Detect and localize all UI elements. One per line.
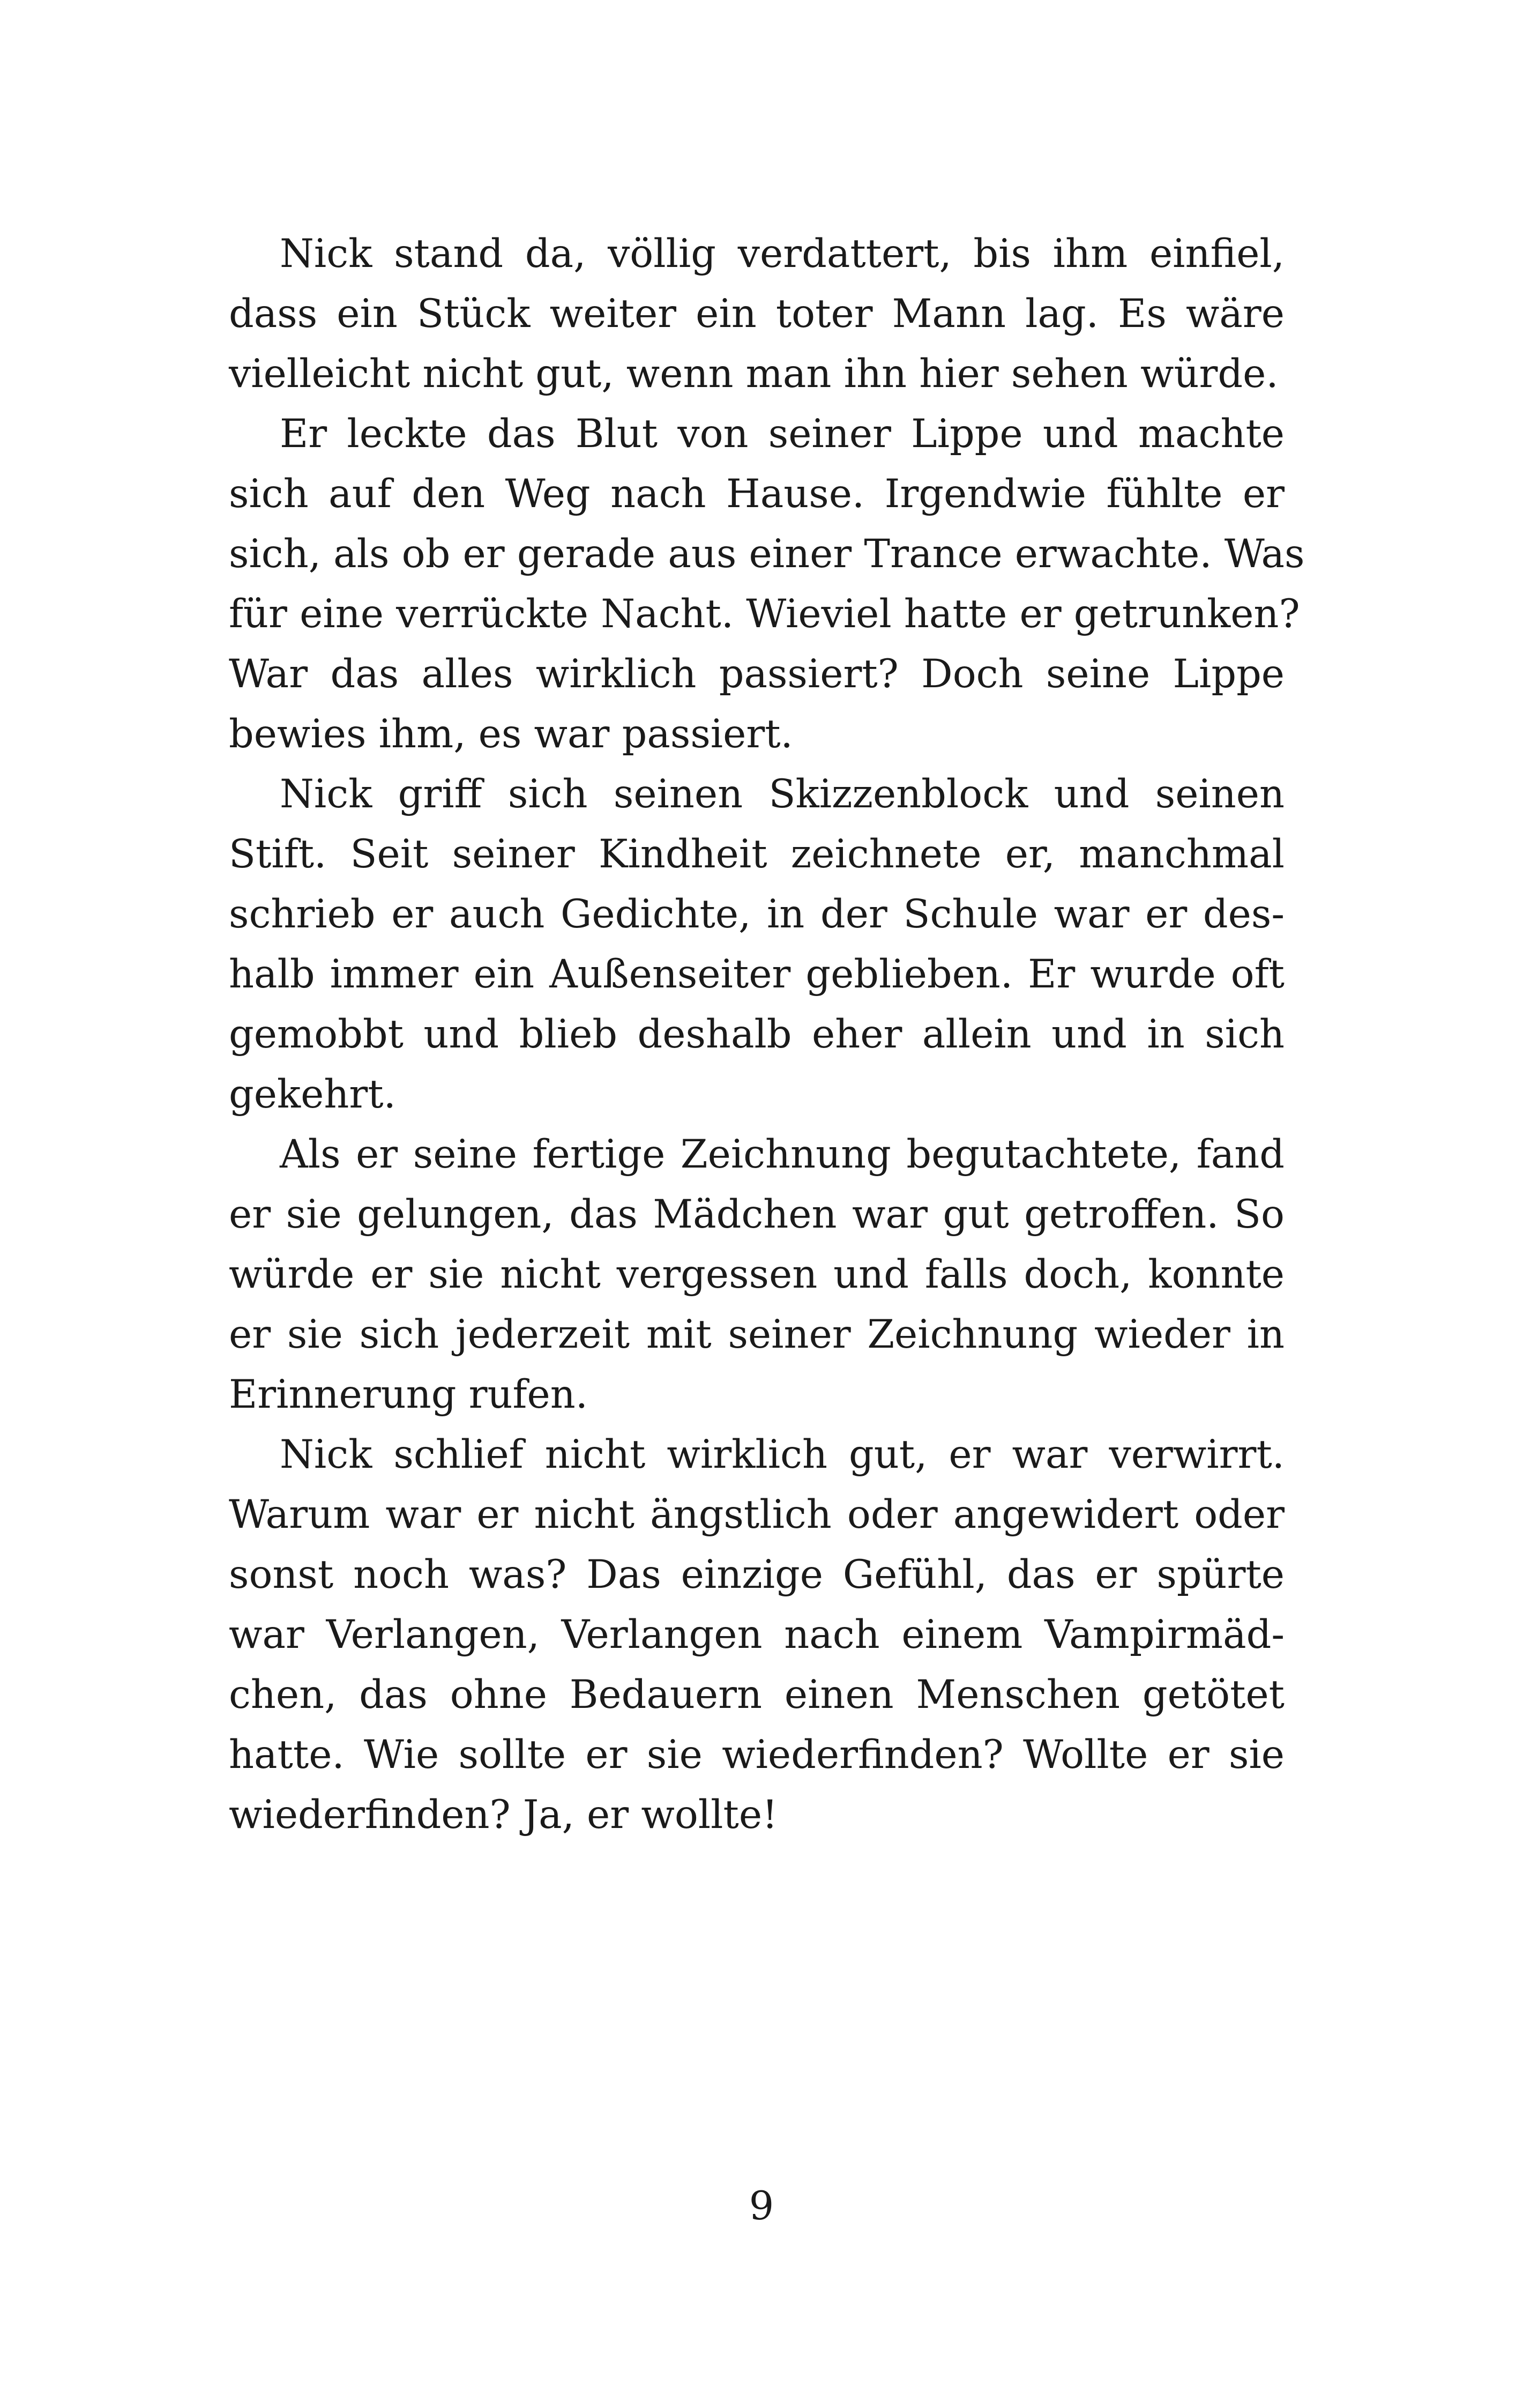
text-line: Warum war er nicht ängstlich oder angewidert oder bbox=[229, 1492, 1285, 1537]
text-line: vielleicht nicht gut, wenn man ihn hier sehen würde. bbox=[229, 351, 1279, 397]
text-line: er sie sich jederzeit mit seiner Zeichnung wieder in bbox=[229, 1312, 1285, 1357]
text-line: War das alles wirklich passiert? Doch seine Lippe bbox=[229, 651, 1285, 697]
text-line: sich, als ob er gerade aus einer Trance erwachte. Was bbox=[229, 531, 1305, 577]
text-line: er sie gelungen, das Mädchen war gut getroffen. So bbox=[229, 1192, 1285, 1237]
text-line: hatte. Wie sollte er sie wiederfinden? Wollte er sie bbox=[229, 1732, 1285, 1778]
text-line: dass ein Stück weiter ein toter Mann lag. Es wäre bbox=[229, 291, 1285, 337]
text-line: bewies ihm, es war passiert. bbox=[229, 711, 793, 757]
text-line: Nick griff sich seinen Skizzenblock und seinen bbox=[280, 771, 1285, 817]
paragraph-1 bbox=[229, 224, 1285, 404]
text-line: Nick stand da, völlig verdattert, bis ihm einfiel, bbox=[280, 231, 1285, 277]
text-line: Als er seine fertige Zeichnung begutachtete, fand bbox=[280, 1132, 1285, 1177]
text-line: Nick schlief nicht wirklich gut, er war verwirrt. bbox=[280, 1432, 1285, 1477]
text-line: Erinnerung rufen. bbox=[229, 1372, 588, 1417]
text-line: würde er sie nicht vergessen und falls doch, konnte bbox=[229, 1252, 1285, 1297]
text-line: gemobbt und blieb deshalb eher allein und in sich bbox=[229, 1012, 1285, 1057]
text-line: Stift. Seit seiner Kindheit zeichnete er, manchmal bbox=[229, 831, 1285, 877]
text-line: gekehrt. bbox=[229, 1072, 396, 1117]
body-text bbox=[229, 224, 1305, 1845]
text-line: sich auf den Weg nach Hause. Irgendwie fühlte er bbox=[229, 471, 1285, 517]
paragraph-2 bbox=[229, 404, 1305, 764]
paragraph-4 bbox=[229, 1125, 1285, 1425]
text-line: schrieb er auch Gedichte, in der Schule war er des- bbox=[229, 891, 1285, 937]
text-line: chen, das ohne Bedauern einen Menschen getötet bbox=[229, 1672, 1285, 1718]
text-line: wiederfinden? Ja, er wollte! bbox=[229, 1792, 778, 1838]
paragraph-3 bbox=[229, 764, 1285, 1125]
text-line: halb immer ein Außenseiter geblieben. Er wurde oft bbox=[229, 952, 1285, 997]
text-line: war Verlangen, Verlangen nach einem Vampirmäd- bbox=[229, 1612, 1285, 1658]
text-line: für eine verrückte Nacht. Wieviel hatte er getrunken? bbox=[229, 591, 1300, 637]
paragraph-5 bbox=[229, 1425, 1285, 1845]
text-line: Er leckte das Blut von seiner Lippe und machte bbox=[280, 411, 1285, 457]
text-line: sonst noch was? Das einzige Gefühl, das er spürte bbox=[229, 1552, 1285, 1597]
page-number: 9 bbox=[749, 2183, 774, 2229]
